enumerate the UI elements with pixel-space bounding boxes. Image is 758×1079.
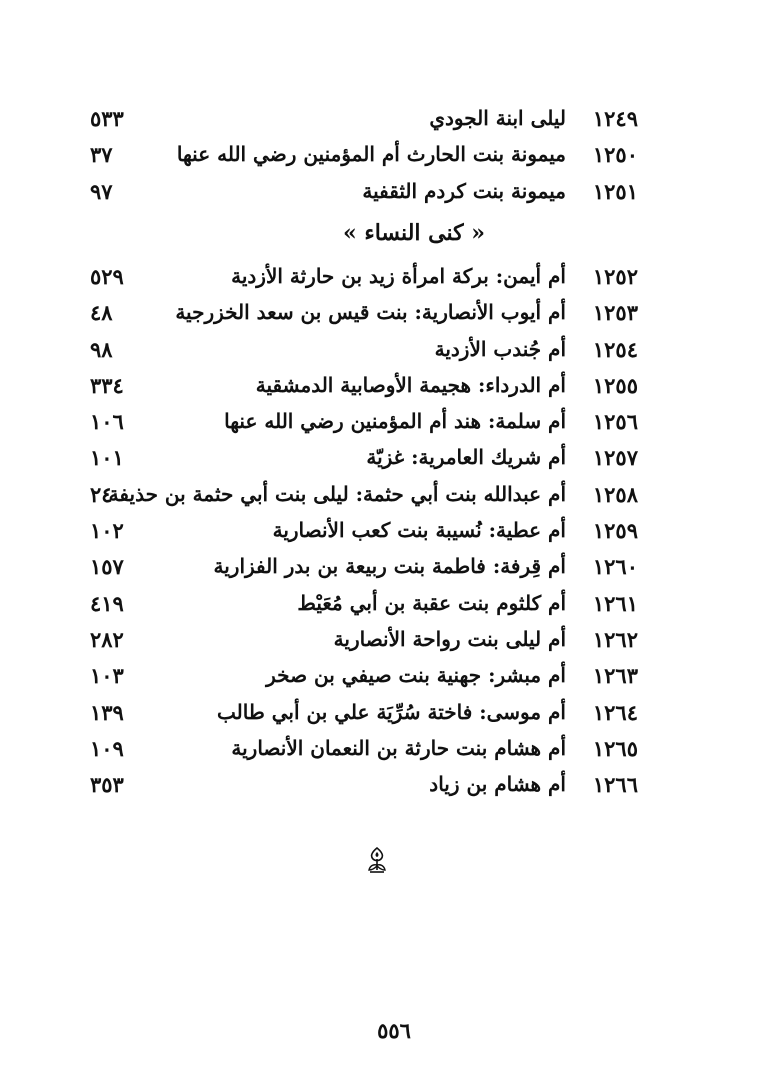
- page-number: [0, 1018, 758, 1043]
- index-entry: [0, 516, 758, 552]
- entry-number: ١٢٥١: [592, 178, 638, 204]
- entry-number: ١٢٦٥: [592, 735, 638, 761]
- entry-name: أم عطية: نُسيبة بنت كعب الأنصارية: [272, 518, 566, 543]
- entry-name: أم هشام بنت حارثة بن النعمان الأنصارية: [231, 735, 566, 760]
- floral-ornament-icon: [365, 846, 389, 876]
- entry-page: ٢٨٢: [90, 626, 124, 652]
- section-title: « كنى النساء »: [342, 220, 486, 246]
- entry-page: ٤٨: [90, 300, 113, 326]
- index-entry: [0, 589, 758, 625]
- index-entry: [0, 104, 758, 140]
- entry-name: ميمونة بنت كردم الثقفية: [362, 178, 566, 203]
- entry-page: ١٠٩: [90, 735, 124, 761]
- index-entry: [0, 298, 758, 334]
- index-list-bottom: [0, 262, 758, 806]
- entry-name: أم أيوب الأنصارية: بنت قيس بن سعد الخزرجية: [175, 300, 566, 325]
- index-entry: [0, 407, 758, 443]
- entry-number: ١٢٥٣: [592, 300, 638, 326]
- entry-number: ١٢٥٩: [592, 518, 638, 544]
- entry-number: ١٢٦١: [592, 590, 638, 616]
- index-entry: [0, 335, 758, 371]
- entry-number: ١٢٥٧: [592, 445, 638, 471]
- entry-number: ١٢٦٦: [592, 772, 638, 798]
- index-entry: [0, 770, 758, 806]
- entry-page: ١٠٦: [90, 409, 124, 435]
- index-entry: [0, 552, 758, 588]
- entry-name: أم هشام بن زياد: [429, 772, 566, 797]
- entry-name: أم عبدالله بنت أبي حثمة: ليلى بنت أبي حثمة بن حذيفة: [108, 481, 566, 506]
- entry-page: ٥٢٩: [90, 264, 124, 289]
- index-entry: [0, 661, 758, 697]
- entry-name: أم مبشر: جهنية بنت صيفي بن صخر: [266, 663, 566, 688]
- index-entry: [0, 140, 758, 176]
- entry-page: ٩٨: [90, 336, 113, 362]
- entry-page: ٥٣٣: [90, 106, 124, 131]
- entry-page: ١٠١: [90, 445, 124, 471]
- entry-page: ٣٥٣: [90, 772, 124, 798]
- entry-name: أم قِرفة: فاطمة بنت ربيعة بن بدر الفزارية: [213, 554, 566, 579]
- entry-name: أم ليلى بنت رواحة الأنصارية: [333, 626, 566, 651]
- index-entry: [0, 734, 758, 770]
- entry-number: ١٢٦٠: [592, 554, 638, 580]
- entry-name: أم شريك العامرية: غزيّة: [366, 445, 566, 470]
- entry-page: ١٠٣: [90, 663, 124, 689]
- entry-number: ١٢٥٦: [592, 409, 638, 435]
- entry-number: ١٢٥٢: [592, 264, 638, 289]
- entry-page: ٢٤: [90, 481, 113, 507]
- entry-name: ميمونة بنت الحارث أم المؤمنين رضي الله عنها: [176, 142, 566, 167]
- entry-number: ١٢٥٥: [592, 372, 638, 398]
- index-entry: [0, 443, 758, 479]
- index-entry: [0, 262, 758, 298]
- index-entry: [0, 698, 758, 734]
- entry-name: أم الدرداء: هجيمة الأوصابية الدمشقية: [255, 372, 566, 397]
- entry-number: ١٢٥٤: [592, 336, 638, 362]
- entry-number: ١٢٤٩: [592, 106, 638, 131]
- entry-name: أم سلمة: هند أم المؤمنين رضي الله عنها: [224, 409, 566, 434]
- entry-name: أم موسى: فاختة سُرِّيَة علي بن أبي طالب: [217, 699, 566, 724]
- entry-number: ١٢٥٠: [592, 142, 638, 168]
- entry-number: ١٢٥٨: [592, 481, 638, 507]
- index-list-top: [0, 104, 758, 213]
- entry-page: ١٣٩: [90, 699, 124, 725]
- entry-page: ٣٣٤: [90, 372, 124, 398]
- entry-page: ١٥٧: [90, 554, 124, 580]
- index-entry: [0, 480, 758, 516]
- entry-name: أم أيمن: بركة امرأة زيد بن حارثة الأزدية: [231, 264, 566, 288]
- entry-number: ١٢٦٣: [592, 663, 638, 689]
- entry-page: ١٠٢: [90, 518, 124, 544]
- section-heading: [0, 220, 758, 246]
- page-number-text: ٥٥٦: [377, 1018, 411, 1043]
- entry-number: ١٢٦٢: [592, 626, 638, 652]
- entry-number: ١٢٦٤: [592, 699, 638, 725]
- index-entry: [0, 371, 758, 407]
- entry-name: ليلى ابنة الجودي: [429, 106, 566, 130]
- entry-page: ٤١٩: [90, 590, 124, 616]
- entry-name: أم كلثوم بنت عقبة بن أبي مُعَيْط: [297, 590, 566, 615]
- entry-page: ٩٧: [90, 178, 113, 204]
- index-entry: [0, 625, 758, 661]
- entry-page: ٣٧: [90, 142, 113, 168]
- index-entry: [0, 177, 758, 213]
- entry-name: أم جُندب الأزدية: [434, 336, 566, 361]
